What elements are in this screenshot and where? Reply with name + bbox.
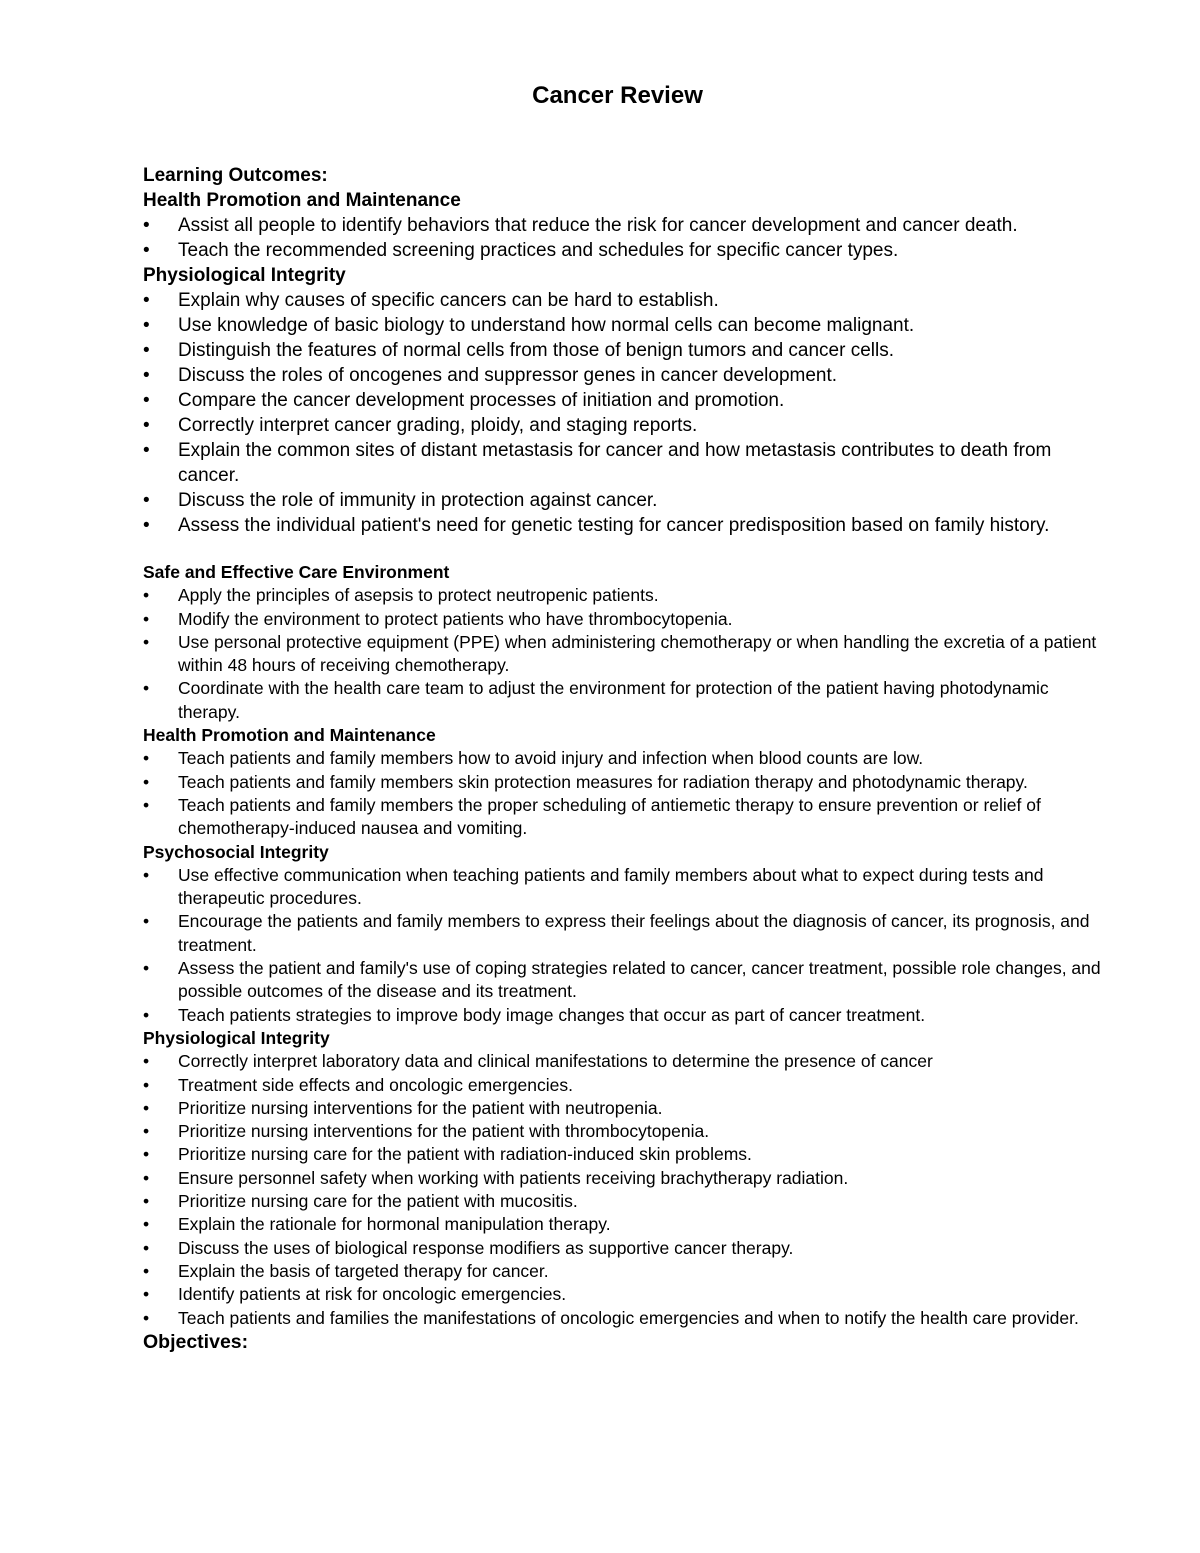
list-item: • Assist all people to identify behaviors that reduce the risk for cancer development and cancer death. <box>143 213 1103 238</box>
learning-outcomes-heading: Learning Outcomes: <box>143 165 328 186</box>
list-item: • Assess the patient and family's use of coping strategies related to cancer, cancer treatment, possible role changes, and possible outcomes of the disease and its treatment. <box>143 957 1103 1004</box>
section-list <box>143 747 1103 840</box>
list-item: • Discuss the roles of oncogenes and suppressor genes in cancer development. <box>143 363 1103 388</box>
section-list <box>143 864 1103 1027</box>
list-item: • Assess the individual patient's need for genetic testing for cancer predisposition based on family history. <box>143 513 1103 538</box>
section-list <box>143 213 1103 263</box>
section-heading: Health Promotion and Maintenance <box>143 725 436 746</box>
list-item: • Distinguish the features of normal cells from those of benign tumors and cancer cells. <box>143 338 1103 363</box>
list-item: • Use knowledge of basic biology to understand how normal cells can become malignant. <box>143 313 1103 338</box>
list-item: • Explain the basis of targeted therapy for cancer. <box>143 1260 1103 1283</box>
section-list <box>143 1050 1103 1330</box>
section-heading: Health Promotion and Maintenance <box>143 190 461 211</box>
section-heading: Physiological Integrity <box>143 1027 330 1048</box>
list-item: • Ensure personnel safety when working with patients receiving brachytherapy radiation. <box>143 1167 1103 1190</box>
document-content <box>143 163 1103 1355</box>
list-item: • Prioritize nursing interventions for the patient with neutropenia. <box>143 1097 1103 1120</box>
list-item: • Teach patients and family members skin protection measures for radiation therapy and photodynamic therapy. <box>143 771 1103 794</box>
section-list <box>143 584 1103 724</box>
list-item: • Prioritize nursing interventions for the patient with thrombocytopenia. <box>143 1120 1103 1143</box>
list-item: • Discuss the role of immunity in protection against cancer. <box>143 488 1103 513</box>
page-title: Cancer Review <box>532 82 703 109</box>
list-item: • Prioritize nursing care for the patient with radiation-induced skin problems. <box>143 1143 1103 1166</box>
section-list <box>143 288 1103 538</box>
list-item: • Use effective communication when teaching patients and family members about what to expect during tests and therapeutic procedures. <box>143 864 1103 911</box>
section-heading: Safe and Effective Care Environment <box>143 562 450 582</box>
list-item: • Teach patients and family members the proper scheduling of antiemetic therapy to ensure prevention or relief of chemotherapy-induced nausea and vomiting. <box>143 794 1103 841</box>
list-item: • Treatment side effects and oncologic emergencies. <box>143 1074 1103 1097</box>
list-item: • Apply the principles of asepsis to protect neutropenic patients. <box>143 584 1103 607</box>
list-item: • Explain the common sites of distant metastasis for cancer and how metastasis contributes to death from cancer. <box>143 438 1103 488</box>
outcomes-part-one <box>143 163 1103 538</box>
list-item: • Identify patients at risk for oncologic emergencies. <box>143 1283 1103 1306</box>
list-item: • Explain why causes of specific cancers can be hard to establish. <box>143 288 1103 313</box>
list-item: • Correctly interpret cancer grading, ploidy, and staging reports. <box>143 413 1103 438</box>
list-item: • Teach patients strategies to improve body image changes that occur as part of cancer treatment. <box>143 1004 1103 1027</box>
list-item: • Modify the environment to protect patients who have thrombocytopenia. <box>143 608 1103 631</box>
list-item: • Use personal protective equipment (PPE) when administering chemotherapy or when handling the excretia of a patient within 48 hours of receiving chemotherapy. <box>143 631 1103 678</box>
section-heading: Psychosocial Integrity <box>143 841 329 862</box>
list-item: • Correctly interpret laboratory data and clinical manifestations to determine the presence of cancer <box>143 1050 1103 1073</box>
list-item: • Teach patients and family members how to avoid injury and infection when blood counts are low. <box>143 747 1103 770</box>
outcomes-part-two <box>143 561 1103 1330</box>
objectives-heading: Objectives: <box>143 1330 249 1353</box>
list-item: • Teach the recommended screening practices and schedules for specific cancer types. <box>143 238 1103 263</box>
list-item: • Explain the rationale for hormonal manipulation therapy. <box>143 1213 1103 1236</box>
section-heading: Physiological Integrity <box>143 265 346 286</box>
list-item: • Teach patients and families the manifestations of oncologic emergencies and when to notify the health care provider. <box>143 1307 1103 1330</box>
list-item: • Compare the cancer development processes of initiation and promotion. <box>143 388 1103 413</box>
list-item: • Encourage the patients and family members to express their feelings about the diagnosis of cancer, its prognosis, and treatment. <box>143 910 1103 957</box>
list-item: • Coordinate with the health care team to adjust the environment for protection of the patient having photodynamic therapy. <box>143 677 1103 724</box>
list-item: • Discuss the uses of biological response modifiers as supportive cancer therapy. <box>143 1237 1103 1260</box>
list-item: • Prioritize nursing care for the patient with mucositis. <box>143 1190 1103 1213</box>
